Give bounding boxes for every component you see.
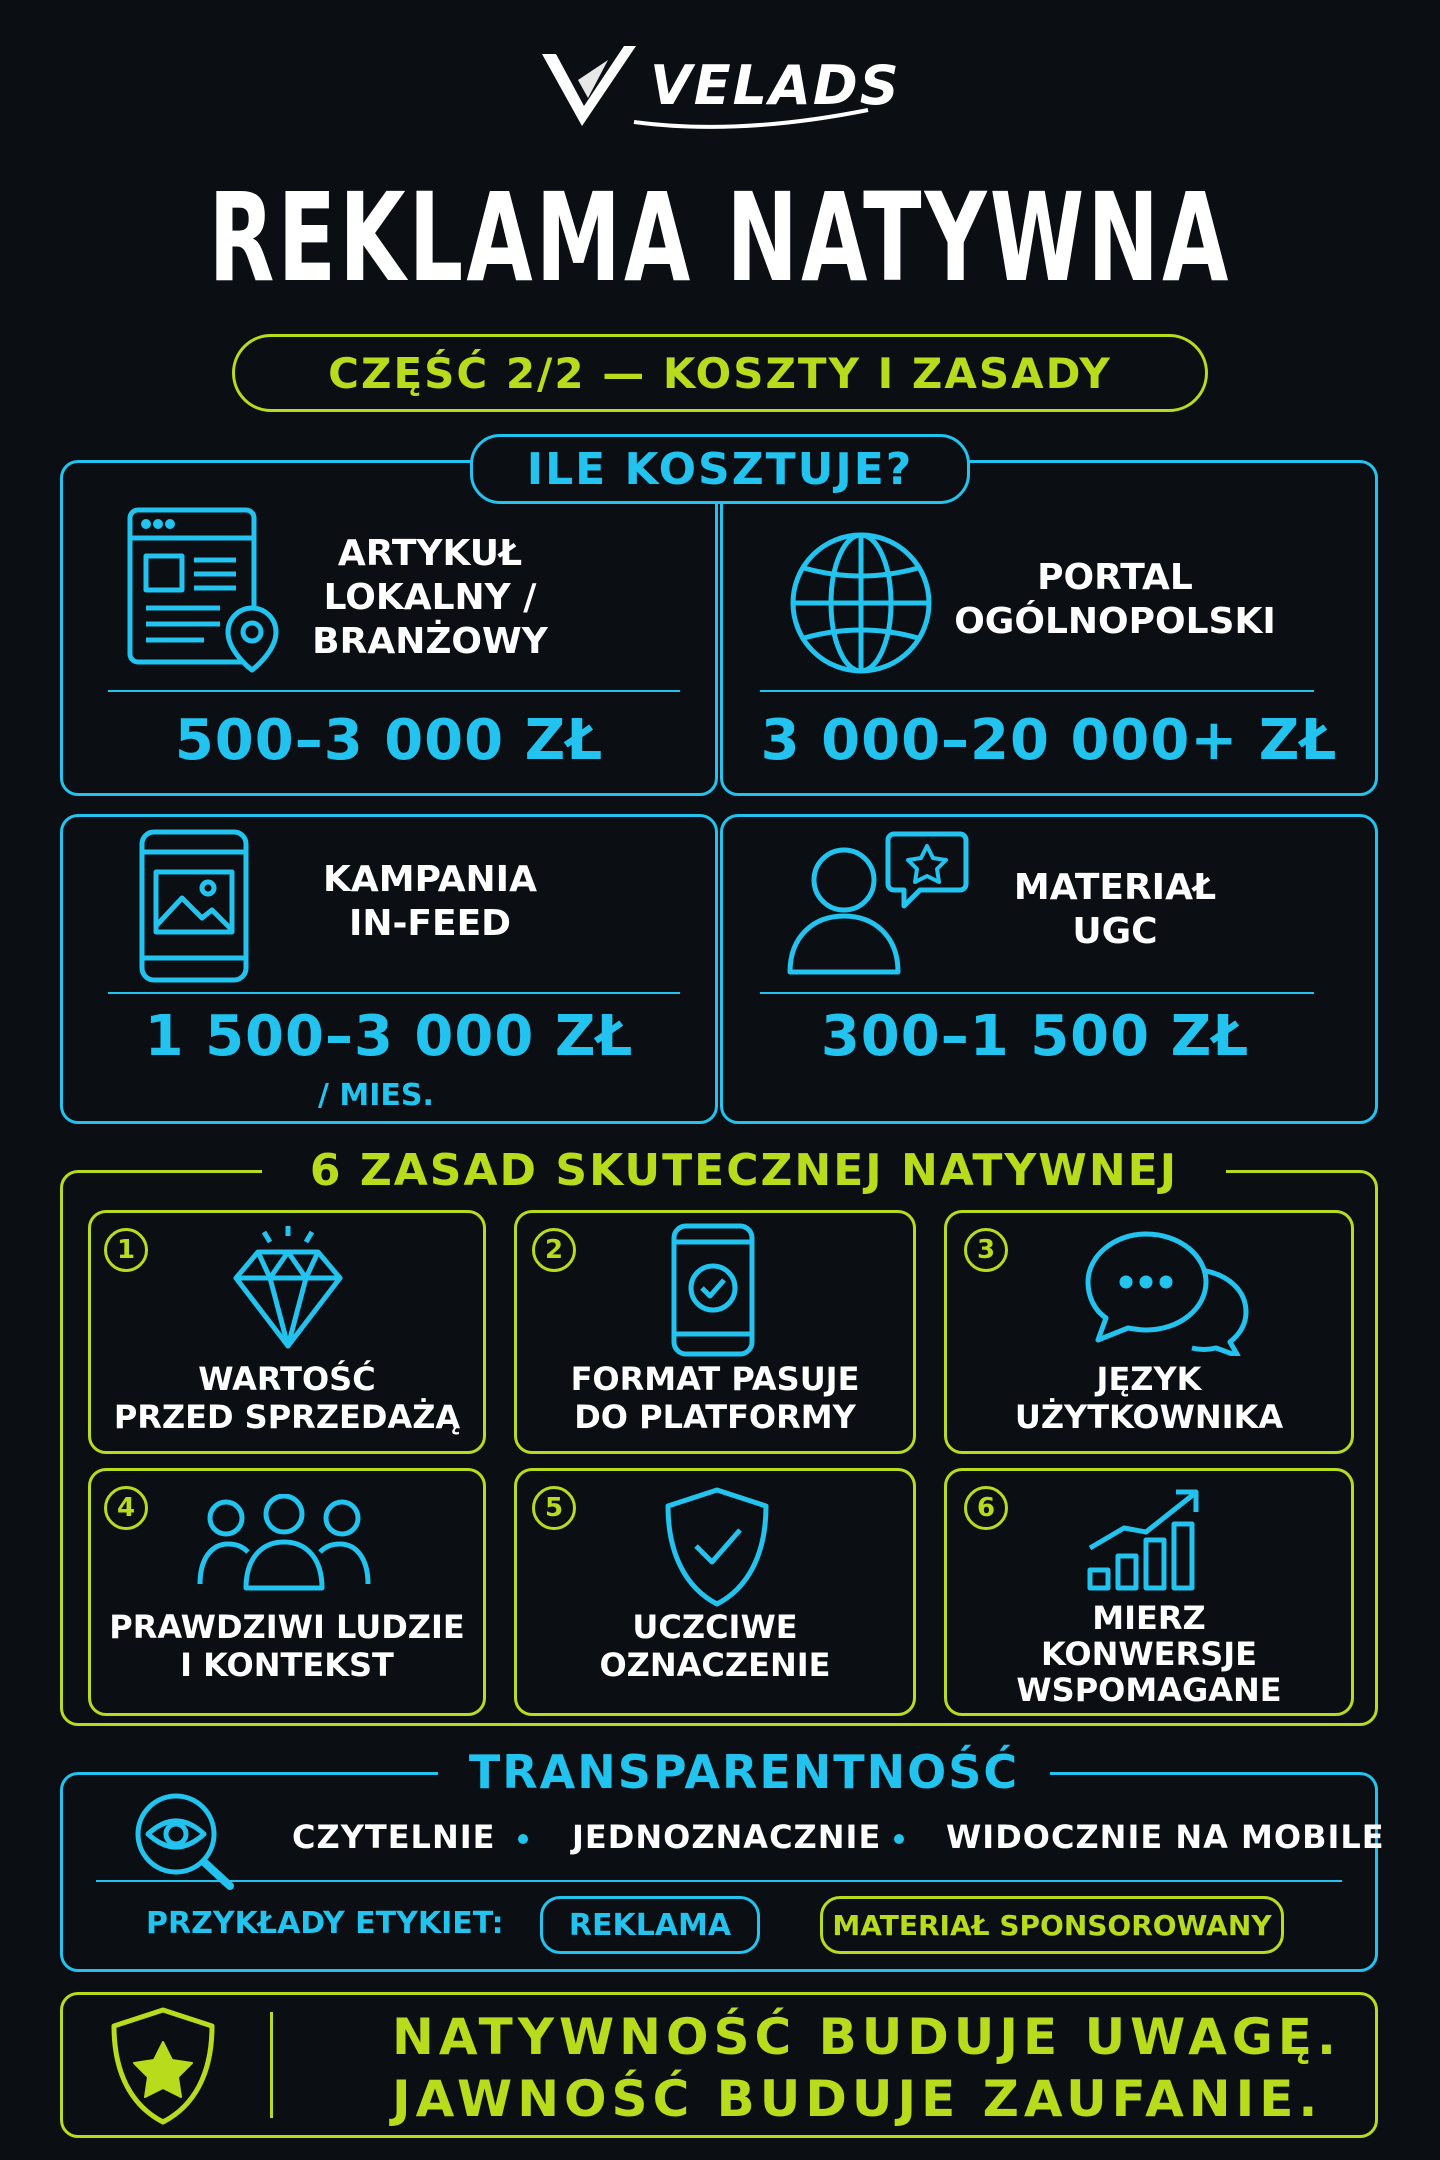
cost-3-title [300, 858, 560, 946]
rule-5-line: UCZCIWE [632, 1608, 798, 1646]
cost-2-title [950, 556, 1280, 644]
cost-heading-text: ILE KOSZTUJE? [526, 443, 914, 495]
cost-1-title-line: ARTYKUŁ [337, 533, 523, 574]
cost-1-title-line: BRANŻOWY [312, 621, 548, 662]
rule-3-line: JĘZYK [1096, 1360, 1202, 1398]
rules-heading [262, 1140, 1226, 1200]
footer-line-2: JAWNOŚĆ BUDUJE ZAUFANIE. [392, 2070, 1323, 2128]
article-location-icon [124, 504, 294, 674]
rule-number-2: 2 [532, 1228, 576, 1272]
rule-2-line: FORMAT PASUJE [570, 1360, 860, 1398]
rules-heading-text: 6 ZASAD SKUTECZNEJ NATYWNEJ [309, 1144, 1179, 1196]
cost-4-title-line: UGC [1072, 911, 1158, 952]
cost-2-divider [760, 690, 1314, 692]
labels-title: PRZYKŁADY ETYKIET: [146, 1906, 504, 1941]
people-group-icon [196, 1494, 372, 1594]
subtitle-pill [232, 334, 1208, 412]
subtitle-text: CZĘŚĆ 2/2 — KOSZTY I ZASADY [328, 348, 1112, 398]
cost-4-title [980, 866, 1250, 954]
diamond-icon [228, 1222, 348, 1352]
rule-number-3: 3 [964, 1228, 1008, 1272]
transparency-heading [438, 1742, 1050, 1802]
cost-heading [470, 434, 970, 504]
label-sponsored [820, 1896, 1284, 1954]
bullet-dot [518, 1834, 528, 1844]
rule-4-text [88, 1608, 486, 1684]
transparency-item-1: CZYTELNIE [292, 1818, 496, 1856]
cost-1-title [300, 532, 560, 664]
rule-1-line: WARTOŚĆ [198, 1360, 376, 1398]
cost-4-title-line: MATERIAŁ [1013, 867, 1217, 908]
chat-bubbles-icon [1082, 1226, 1252, 1356]
rule-4-line: I KONTEKST [180, 1646, 394, 1684]
rule-number-4: 4 [104, 1486, 148, 1530]
rule-number-6: 6 [964, 1486, 1008, 1530]
rule-2-text [514, 1360, 916, 1436]
rule-1-line: PRZED SPRZEDAŻĄ [113, 1398, 461, 1436]
rule-5-text [514, 1608, 916, 1684]
rule-2-line: DO PLATFORMY [574, 1398, 856, 1436]
cost-3-title-line: KAMPANIA [323, 859, 537, 900]
rule-3-line: UŻYTKOWNIKA [1014, 1398, 1284, 1436]
cost-3-divider [108, 992, 680, 994]
cost-2-price: 3 000–20 000+ ZŁ [760, 708, 1338, 773]
cost-3-title-line: IN-FEED [348, 903, 512, 944]
rule-number-1: 1 [104, 1228, 148, 1272]
user-star-chat-icon [782, 828, 972, 978]
cost-2-title-line: OGÓLNOPOLSKI [954, 601, 1276, 642]
page-title: REKLAMA NATYWNA [208, 167, 1232, 309]
transparency-divider [96, 1880, 1342, 1882]
rule-6-line: KONWERSJE [1041, 1635, 1257, 1673]
rule-6-text [944, 1600, 1354, 1708]
footer-separator [270, 2012, 273, 2118]
transparency-heading-text: TRANSPARENTNOŚĆ [468, 1745, 1020, 1799]
rule-5-line: OZNACZENIE [599, 1646, 831, 1684]
footer-slogan [392, 2006, 1341, 2130]
rule-6-line: WSPOMAGANE [1016, 1671, 1282, 1709]
cost-4-divider [760, 992, 1314, 994]
cost-1-price: 500–3 000 ZŁ [174, 708, 604, 773]
cost-1-title-line: LOKALNY / [323, 577, 537, 618]
rule-4-line: PRAWDZIWI LUDZIE [109, 1608, 465, 1646]
label-reklama-text: REKLAMA [568, 1907, 732, 1943]
cost-1-divider [108, 690, 680, 692]
brand-name: VELADS [650, 54, 901, 117]
globe-icon [786, 528, 936, 678]
rule-6-line: MIERZ [1092, 1599, 1206, 1637]
cost-3-note: / MIES. [318, 1078, 434, 1113]
eye-search-icon [130, 1790, 240, 1890]
transparency-item-3: WIDOCZNIE NA MOBILE [946, 1818, 1385, 1856]
shield-star-icon [108, 2004, 218, 2128]
rule-3-text [944, 1360, 1354, 1436]
footer-line-1: NATYWNOŚĆ BUDUJE UWAGĘ. [392, 2008, 1341, 2066]
shield-check-icon [662, 1484, 772, 1610]
cost-4-price: 300–1 500 ZŁ [820, 1004, 1250, 1069]
label-reklama [540, 1896, 760, 1954]
cost-2-title-line: PORTAL [1037, 557, 1193, 598]
transparency-item-2: JEDNOZNACZNIE [572, 1818, 882, 1856]
bullet-dot [894, 1834, 904, 1844]
rule-number-5: 5 [532, 1486, 576, 1530]
cost-3-price: 1 500–3 000 ZŁ [144, 1004, 634, 1069]
label-sponsored-text: MATERIAŁ SPONSOROWANY [832, 1908, 1272, 1942]
phone-check-icon [668, 1220, 758, 1360]
rule-1-text [88, 1360, 486, 1436]
phone-image-icon [136, 826, 252, 986]
growth-chart-icon [1084, 1484, 1210, 1594]
